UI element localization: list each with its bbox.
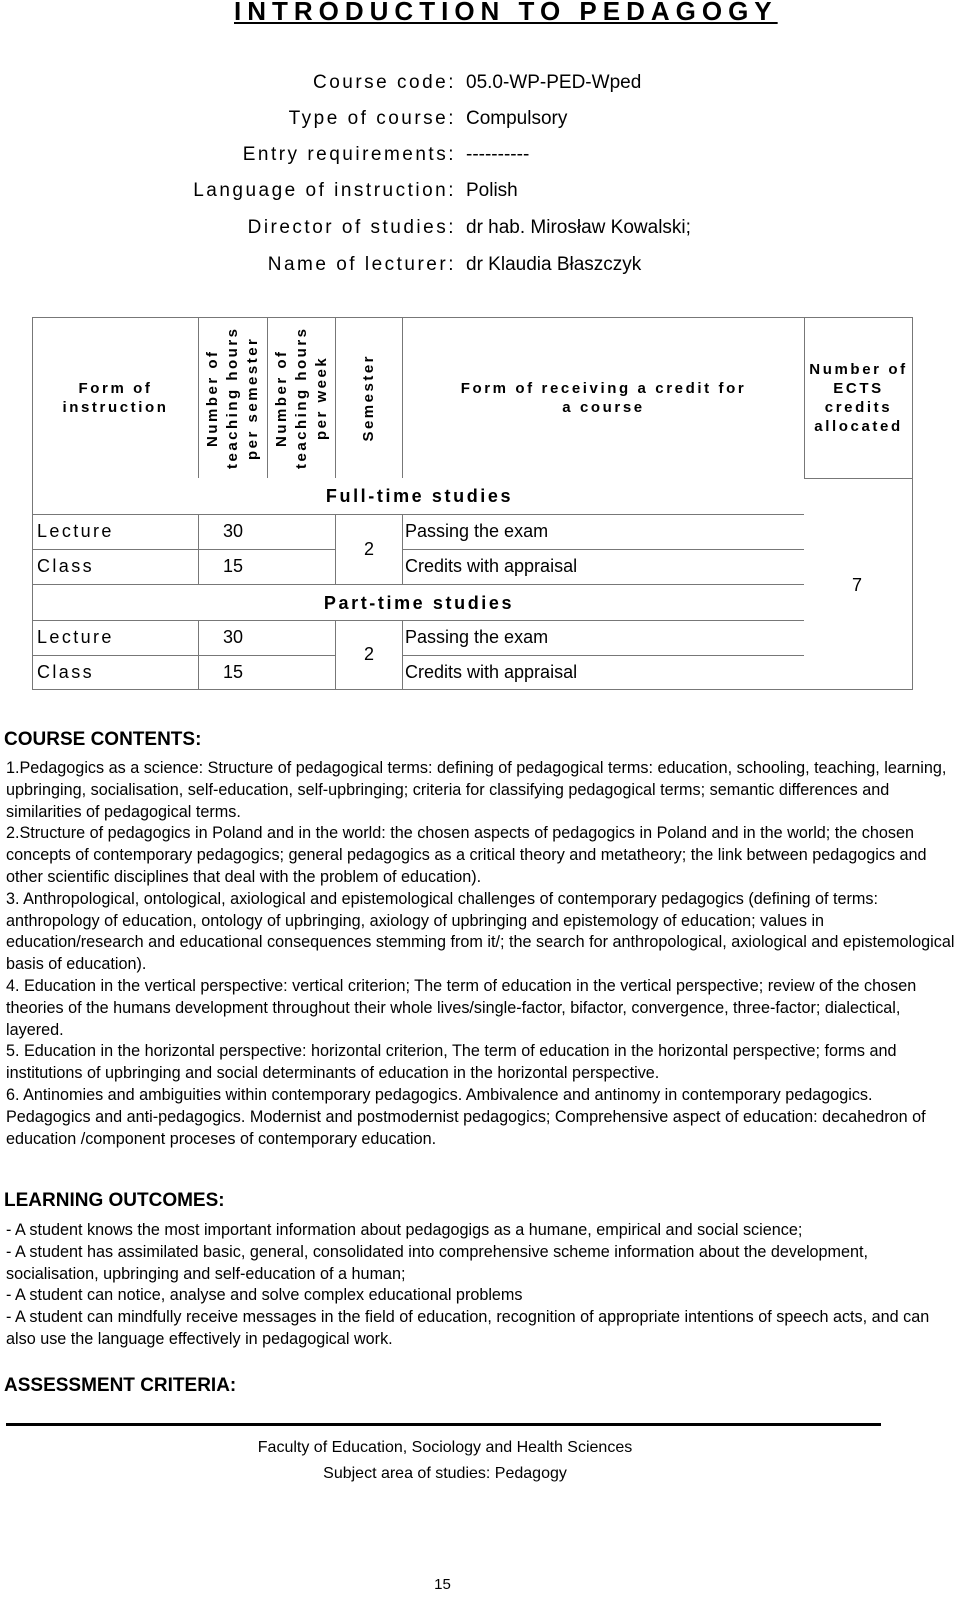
footer-subject-area: Subject area of studies: Pedagogy bbox=[323, 1465, 567, 1482]
content-item: 4. Education in the vertical perspective: vertical criterion; The term of education in the vertical perspective; review of the chosen theories of the humans development throughout their whole lives/single-factor, bifactor, convergence, three-factor; dialectical, layered. bbox=[6, 976, 917, 1039]
info-row-language bbox=[0, 180, 960, 210]
info-row-type bbox=[0, 108, 960, 138]
info-label: Course code: bbox=[312, 72, 456, 93]
section-full-time bbox=[32, 478, 806, 515]
row-credit: Passing the exam bbox=[405, 627, 549, 647]
info-label: Name of lecturer: bbox=[267, 254, 456, 275]
outcome-item: - A student knows the most important information about pedagogigs as a humane, empirical and social science; bbox=[6, 1221, 803, 1239]
row-form: Class bbox=[37, 662, 95, 682]
info-value: dr hab. Mirosław Kowalski; bbox=[466, 217, 691, 238]
row-credit: Credits with appraisal bbox=[405, 662, 578, 682]
learning-outcomes bbox=[6, 1220, 956, 1351]
info-value: dr Klaudia Błaszczyk bbox=[466, 254, 642, 275]
assessment-heading: ASSESSMENT CRITERIA: bbox=[4, 1375, 237, 1396]
header-label: Number of ECTS credits allocated bbox=[809, 361, 908, 435]
row-form: Lecture bbox=[37, 627, 114, 647]
header-ects bbox=[804, 317, 913, 479]
info-label: Entry requirements: bbox=[242, 144, 456, 165]
row-hours: 30 bbox=[223, 521, 244, 541]
header-hours-semester bbox=[198, 317, 268, 479]
info-row-entry bbox=[0, 144, 960, 174]
info-label: Director of studies: bbox=[247, 217, 456, 238]
row-credit: Passing the exam bbox=[405, 521, 549, 541]
page-number: 15 bbox=[434, 1576, 451, 1593]
learning-outcomes-heading: LEARNING OUTCOMES: bbox=[4, 1190, 225, 1211]
row-cell bbox=[198, 655, 336, 690]
footer-rule bbox=[6, 1423, 881, 1426]
info-value: Compulsory bbox=[466, 108, 568, 129]
header-credit-form bbox=[402, 317, 805, 479]
header-label: Number of teaching hours per semester bbox=[204, 326, 261, 470]
header-label: Form of instruction bbox=[62, 380, 169, 416]
ects-value: 7 bbox=[852, 575, 863, 595]
header-label: Number of teaching hours per week bbox=[272, 326, 330, 470]
section-title: Part-time studies bbox=[323, 593, 515, 613]
row-form: Lecture bbox=[37, 521, 114, 541]
header-label: Form of receiving a credit for a course bbox=[460, 380, 747, 416]
info-value: ---------- bbox=[466, 144, 530, 165]
info-value: 05.0-WP-PED-Wped bbox=[466, 72, 642, 93]
info-row-lecturer bbox=[0, 254, 960, 284]
header-label: Semester bbox=[360, 354, 377, 442]
outcome-item: - A student has assimilated basic, general, consolidated into comprehensive scheme information about the development, socialisation, upbringing and self-education of a human; bbox=[6, 1242, 869, 1283]
section-part-time bbox=[32, 584, 806, 621]
semester-value: 2 bbox=[364, 539, 375, 559]
header-form-of-instruction bbox=[32, 317, 199, 479]
content-item: 5. Education in the horizontal perspective: horizontal criterion, The term of education in the horizontal perspective; forms and institutions of upbringing and social determinants of education in the horizontal perspective. bbox=[6, 1042, 897, 1083]
outcome-item: - A student can mindfully receive messages in the field of education, recognition of appropriate intentions of speech acts, and can also use the language effectively in pedagogical work. bbox=[6, 1308, 930, 1348]
row-hours: 15 bbox=[223, 662, 244, 682]
info-row-course-code bbox=[0, 72, 960, 102]
row-hours: 15 bbox=[223, 556, 244, 576]
header-hours-week bbox=[267, 317, 336, 479]
course-contents-heading: COURSE CONTENTS: bbox=[4, 729, 202, 750]
info-row-director bbox=[0, 217, 960, 247]
row-form: Class bbox=[37, 556, 95, 576]
course-contents bbox=[6, 758, 956, 1150]
page-title: INTRODUCTION TO PEDAGOGY bbox=[234, 0, 778, 26]
semester-value: 2 bbox=[364, 644, 375, 664]
row-hours: 30 bbox=[223, 627, 244, 647]
info-label: Type of course: bbox=[288, 108, 456, 129]
section-title: Full-time studies bbox=[325, 486, 514, 506]
outcome-item: - A student can notice, analyse and solve complex educational problems bbox=[6, 1286, 523, 1305]
content-item: 6. Antinomies and ambiguities within contemporary pedagogics. Ambivalence and antinomy in contemporary pedagogics. Pedagogics and anti-pedagogics. Modernist and postmodernist pedagogics; Comprehensive aspect of education: decahedron of education /component proceses of contemporary education. bbox=[6, 1085, 926, 1148]
info-value: Polish bbox=[466, 180, 518, 201]
content-item: 2.Structure of pedagogics in Poland and in the world: the chosen aspects of pedagogics in Poland and in the world; the chosen concepts of contemporary pedagogics; general pedagogics as a critical theory and metatheory; the link between pedagogics and other scientific disciplines that deal with the problem of education). bbox=[6, 824, 927, 886]
header-semester bbox=[335, 317, 403, 479]
footer-faculty: Faculty of Education, Sociology and Health Sciences bbox=[257, 1439, 633, 1456]
row-cell bbox=[198, 549, 336, 585]
row-cell bbox=[198, 620, 336, 656]
content-item: 3. Anthropological, ontological, axiological and epistemological challenges of contemporary pedagogics (defining of terms: anthropology of education, ontology of upbringing, axiology of upbringing and epistemology of education; values in education/research and educational consequences stemming from it/; the search for anthropological, axiological and epistemological basis of education). bbox=[6, 889, 955, 974]
content-item: 1.Pedagogics as a science: Structure of pedagogical terms: defining of pedagogical terms: education, schooling, teaching, learning, upbringing, socialisation, self-education, self-upbringing; criteria for classifying pedagogical terms; semantic differences and similarities of pedagogical terms. bbox=[6, 759, 947, 821]
info-label: Language of instruction: bbox=[193, 180, 456, 201]
row-cell bbox=[198, 514, 336, 550]
row-credit: Credits with appraisal bbox=[405, 556, 578, 576]
